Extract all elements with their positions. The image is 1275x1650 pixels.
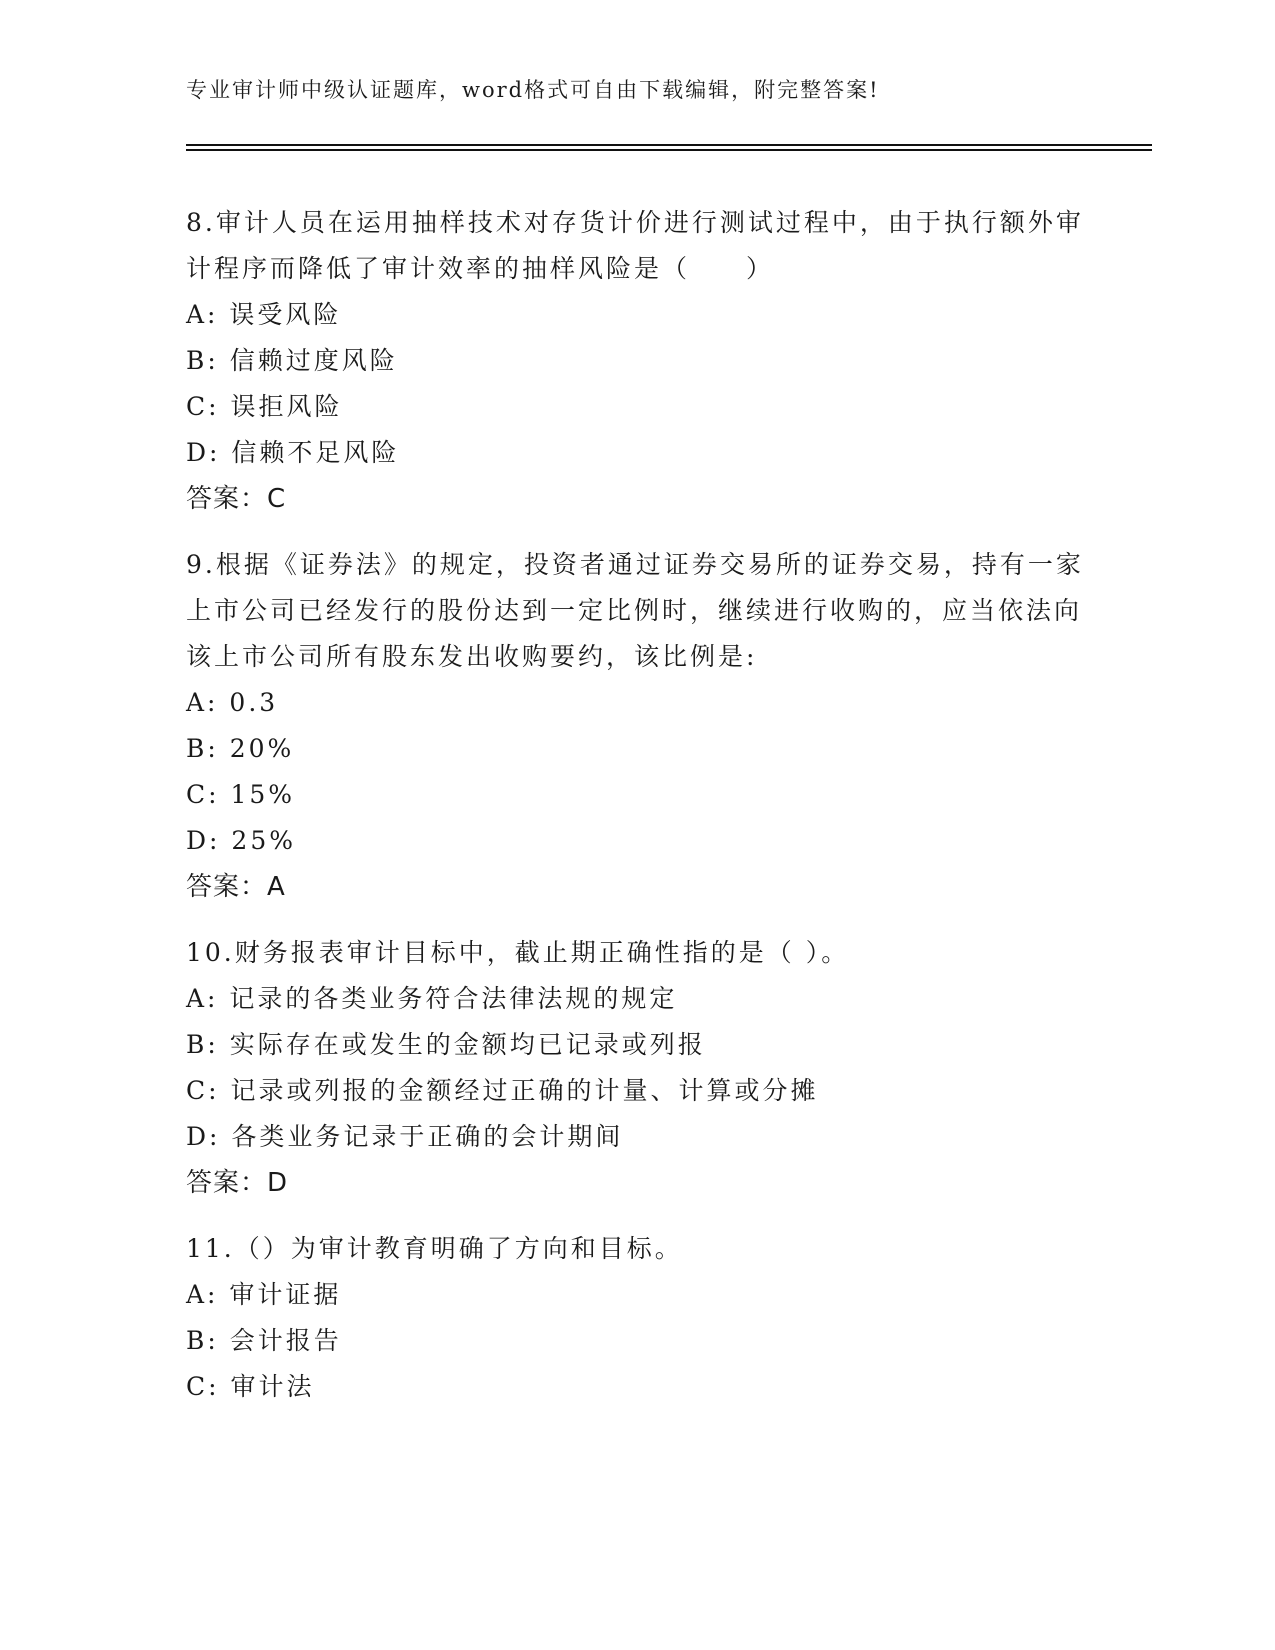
option-d: D: 各类业务记录于正确的会计期间	[186, 1122, 624, 1151]
option-a: A: 0.3	[186, 688, 279, 717]
option-c: C: 15%	[186, 780, 296, 809]
option-b: B: 实际存在或发生的金额均已记录或列报	[186, 1030, 706, 1059]
option-c: C: 审计法	[186, 1372, 315, 1401]
header-rule-top	[186, 144, 1152, 146]
question-text: 11.（）为审计教育明确了方向和目标。	[186, 1234, 683, 1263]
question-list	[186, 200, 1086, 1430]
option-b: B: 20%	[186, 734, 295, 763]
answer: 答案：A	[186, 872, 286, 902]
question-9	[186, 542, 1086, 910]
question-text: 8.审计人员在运用抽样技术对存货计价进行测试过程中，由于执行额外审计程序而降低了审计效率的抽样风险是（ ）	[186, 208, 1084, 283]
page-header: 专业审计师中级认证题库，word格式可自由下载编辑，附完整答案!	[186, 78, 880, 102]
answer: 答案：C	[186, 484, 287, 514]
option-c: C: 误拒风险	[186, 392, 343, 421]
option-d: D: 25%	[186, 826, 296, 855]
option-b: B: 信赖过度风险	[186, 346, 398, 375]
option-a: A: 误受风险	[186, 300, 342, 329]
option-b: B: 会计报告	[186, 1326, 342, 1355]
question-10	[186, 930, 1086, 1206]
question-text: 10.财务报表审计目标中，截止期正确性指的是（ ）。	[186, 938, 850, 967]
question-11	[186, 1226, 1086, 1410]
question-text: 9.根据《证券法》的规定，投资者通过证券交易所的证券交易，持有一家上市公司已经发行的股份达到一定比例时，继续进行收购的，应当依法向该上市公司所有股东发出收购要约，该比例是:	[186, 550, 1084, 671]
answer: 答案：D	[186, 1168, 289, 1198]
option-a: A: 记录的各类业务符合法律法规的规定	[186, 984, 678, 1013]
option-d: D: 信赖不足风险	[186, 438, 400, 467]
question-8	[186, 200, 1086, 522]
option-a: A: 审计证据	[186, 1280, 342, 1309]
header-rule-bottom	[186, 149, 1152, 151]
option-c: C: 记录或列报的金额经过正确的计量、计算或分摊	[186, 1076, 819, 1105]
